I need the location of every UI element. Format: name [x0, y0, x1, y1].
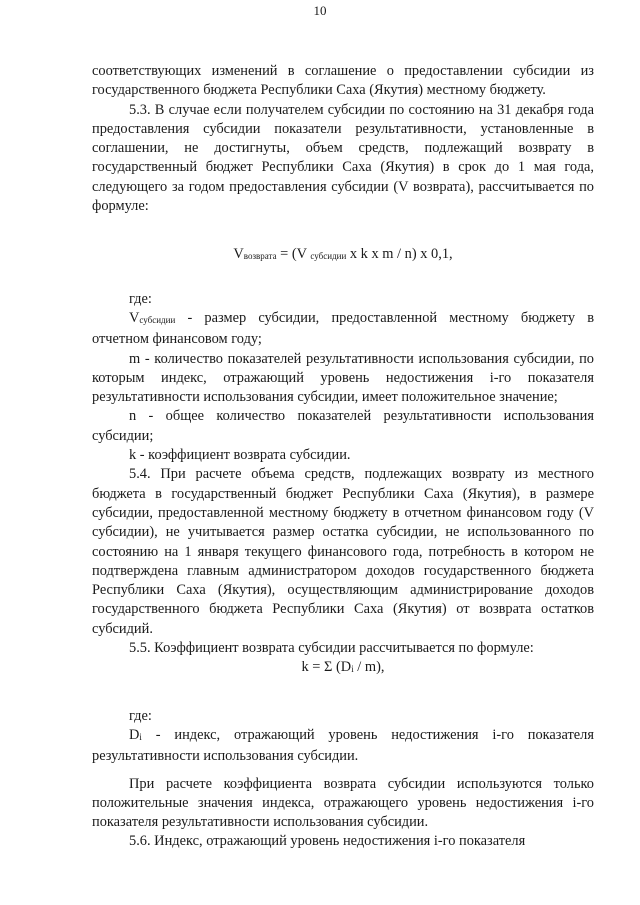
- def-d-symbol: D: [129, 726, 140, 743]
- paragraph-5-3: 5.3. В случае если получателем субсидии по состоянию на 31 декабря года предоставления субсидии показатели результативности, установленные в соглашении, не достигнуты, объем средств, подлежащий возврату в государственный бюджет Республики Саха (Якутия) в срок до 1 мая года, следующего за годом предоставления субсидии (V возврата), рассчитывается по формуле:: [92, 101, 594, 215]
- formula-v-return: [92, 245, 594, 266]
- formula-k-right: / m),: [353, 659, 385, 676]
- definition-v-subsidy: [92, 309, 594, 350]
- formula-sub-subsidy: субсидии: [310, 251, 347, 262]
- document-body: [92, 62, 594, 852]
- definition-k: k - коэффициент возврата субсидии.: [129, 447, 351, 464]
- paragraph-5-6: 5.6. Индекс, отражающий уровень недостижения i-го показателя: [129, 833, 526, 850]
- def-v-text: - размер субсидии, предоставленной местному бюджету в отчетном финансовом году;: [92, 309, 594, 348]
- paragraph-5-4: 5.4. При расчете объема средств, подлежащих возврату из местного бюджета в государственный бюджет Республики Саха (Якутия), в размере субсидии, предоставленной местному бюджету в отчетном финансовом году (V субсидии), не учитывается размер остатка субсидии, не использованного по состоянию на 1 января текущего финансового года, потребность в котором не подтверждена главным администратором доходов государственного бюджета Республики Саха (Якутия), осуществляющим администрирование доходов государственного бюджета Республики Саха (Якутия) от возврата остатков субсидий.: [92, 466, 594, 637]
- formula-eq-open: = (V: [276, 246, 311, 263]
- formula-rest: x k x m / n) x 0,1,: [346, 246, 453, 263]
- definition-d: [92, 726, 594, 767]
- def-v-sub: субсидии: [139, 314, 176, 325]
- where-label-1: где:: [129, 290, 152, 307]
- paragraph-calc-note: При расчете коэффициента возврата субсидии используются только положительные значения индекса, отражающего уровень недостижения i-го показателя результативности использования субсидии.: [92, 775, 594, 831]
- paragraph-continuation: соответствующих изменений в соглашение о предоставлении субсидии из государственного бюджета Республики Саха (Якутия) местному бюджету.: [92, 63, 594, 99]
- page-number: 10: [313, 3, 327, 18]
- definition-n: n - общее количество показателей результативности использования субсидии;: [92, 408, 594, 444]
- def-v-symbol: V: [129, 309, 140, 326]
- def-d-text: - индекс, отражающий уровень недостижения i-го показателя результативности использования субсидии.: [92, 726, 594, 765]
- formula-k-sub: i: [351, 664, 354, 675]
- formula-sub-return: возврата: [243, 251, 277, 262]
- formula-v-symbol: V: [233, 246, 244, 263]
- definition-m: m - количество показателей результативности использования субсидии, по которым индекс, отражающий уровень недостижения i-го показателя результативности использования субсидии, имеет положительное значение;: [92, 350, 594, 406]
- paragraph-5-5: 5.5. Коэффициент возврата субсидии рассчитывается по формуле:: [129, 640, 534, 657]
- formula-k-left: k = Σ (D: [301, 659, 352, 676]
- def-d-sub: i: [139, 731, 142, 742]
- where-label-2: где:: [129, 707, 152, 724]
- formula-k: [92, 658, 594, 679]
